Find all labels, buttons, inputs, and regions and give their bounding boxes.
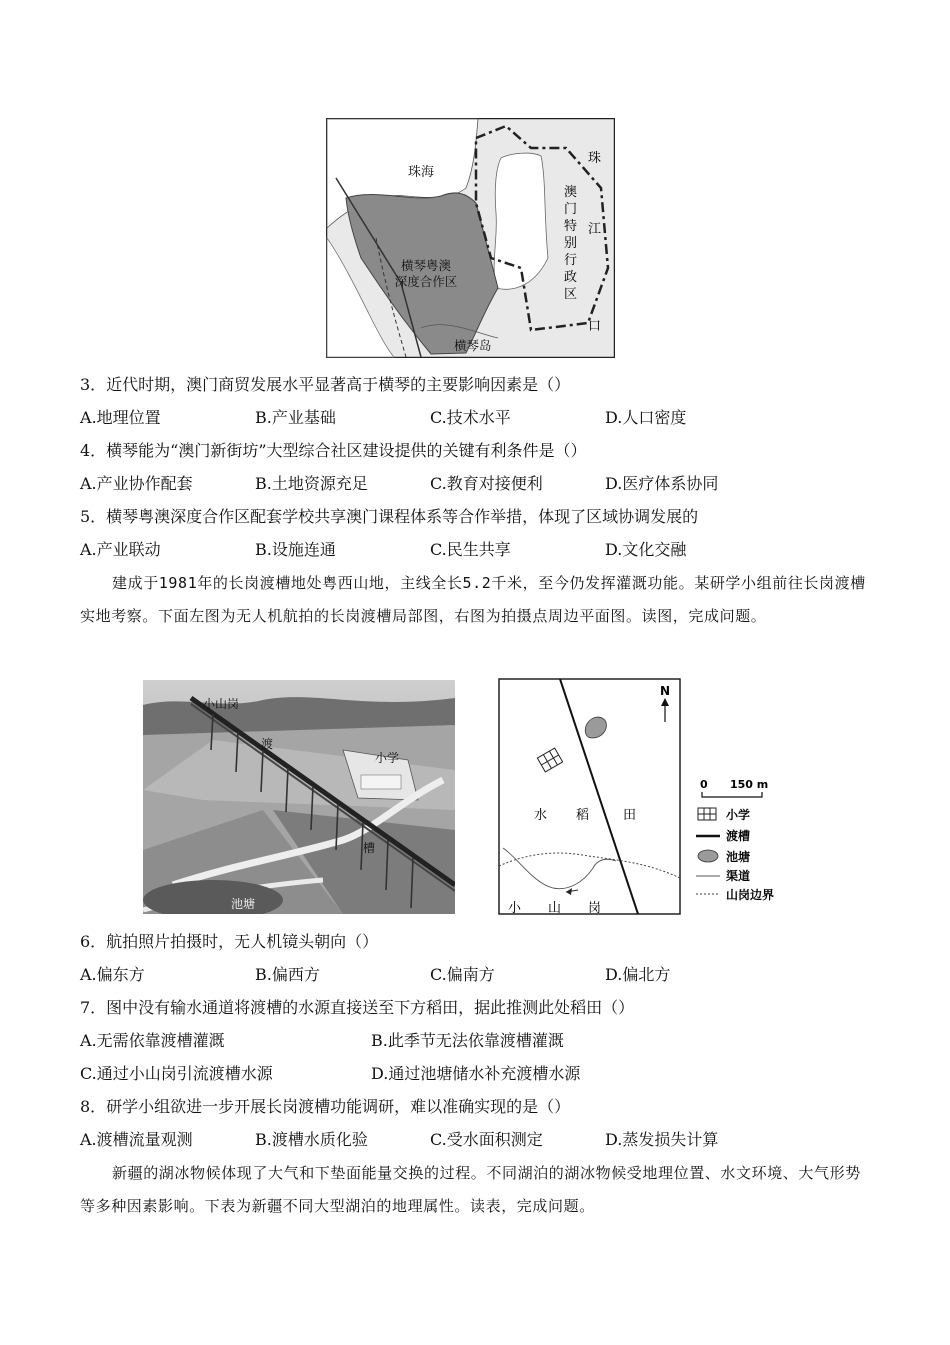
q8-option-c[interactable]: C.受水面积测定	[430, 1130, 543, 1149]
question-6: 6．航拍照片拍摄时，无人机镜头朝向（）	[80, 932, 379, 951]
svg-text:150 m: 150 m	[730, 778, 769, 791]
q5-option-a[interactable]: A.产业联动	[80, 540, 161, 559]
hengqin-map	[326, 118, 615, 358]
q8-option-b[interactable]: B.渡槽水质化验	[255, 1130, 368, 1149]
aerial-photo	[143, 680, 455, 914]
svg-text:区: 区	[564, 287, 578, 302]
svg-text:行: 行	[564, 253, 578, 268]
q5-option-b[interactable]: B.设施连通	[255, 540, 336, 559]
label-macau	[564, 185, 577, 302]
q4-option-c[interactable]: C.教育对接便利	[430, 474, 543, 493]
scale-bar	[700, 778, 768, 797]
field-char-1: 水	[534, 808, 548, 823]
label-island: 横琴岛	[454, 338, 492, 353]
question-5: 5．横琴粤澳深度合作区配套学校共享澳门课程体系等合作举措，体现了区域协调发展的	[80, 507, 699, 526]
svg-text:江: 江	[588, 222, 602, 237]
q7-option-b[interactable]: B.此季节无法依靠渡槽灌溉	[371, 1031, 564, 1050]
legend-canal: 渠道	[726, 869, 751, 883]
q3-option-a[interactable]: A.地理位置	[80, 408, 161, 427]
label-zone-line1: 横琴粤澳	[400, 258, 452, 273]
svg-text:口: 口	[588, 319, 602, 334]
question-4: 4．横琴能为“澳门新街坊”大型综合社区建设提供的关键有利条件是（）	[80, 441, 587, 460]
photo-label-school: 小学	[375, 751, 400, 765]
q7-option-c[interactable]: C.通过小山岗引流渡槽水源	[80, 1064, 273, 1083]
q4-option-d[interactable]: D.医疗体系协同	[605, 474, 719, 493]
svg-text:澳: 澳	[564, 185, 578, 200]
legend-aqueduct: 渡槽	[726, 829, 751, 843]
label-zone-line2: 深度合作区	[394, 274, 458, 289]
macau-land	[494, 153, 548, 289]
q5-option-c[interactable]: C.民生共享	[430, 540, 511, 559]
hill-char-3: 岗	[588, 901, 602, 916]
legend-school: 小学	[726, 808, 751, 822]
field-char-3: 田	[623, 808, 637, 823]
photo-label-du: 渡	[261, 737, 274, 751]
q6-option-a[interactable]: A.偏东方	[80, 965, 145, 984]
legend	[696, 807, 774, 902]
q4-option-a[interactable]: A.产业协作配套	[80, 474, 193, 493]
hill-char-2: 山	[548, 901, 562, 916]
photo-label-hill: 小山岗	[203, 697, 240, 711]
legend-pond-icon	[698, 850, 718, 862]
q4-option-b[interactable]: B.土地资源充足	[255, 474, 368, 493]
q7-option-d[interactable]: D.通过池塘储水补充渡槽水源	[371, 1064, 581, 1083]
legend-pond: 池塘	[726, 850, 751, 864]
question-3: 3．近代时期，澳门商贸发展水平显著高于横琴的主要影响因素是（）	[80, 375, 571, 394]
passage-lake-ice: 新疆的湖冰物候体现了大气和下垫面能量交换的过程。不同湖泊的湖冰物候受地理位置、水文环境、大气形势等多种因素影响。下表为新疆不同大型湖泊的地理属性。读表，完成问题。	[80, 1164, 861, 1215]
legend-hill-boundary: 山岗边界	[726, 888, 775, 902]
hill-char-1: 小	[508, 901, 522, 916]
photo-label-pond: 池塘	[231, 897, 256, 911]
svg-text:门: 门	[564, 202, 578, 217]
q6-option-b[interactable]: B.偏西方	[255, 965, 320, 984]
q5-option-d[interactable]: D.文化交融	[605, 540, 687, 559]
passage-aqueduct: 建成于1981年的长岗渡槽地处粤西山地，主线全长5.2千米，至今仍发挥灌溉功能。某研学小组前往长岗渡槽实地考察。下面左图为无人机航拍的长岗渡槽局部图，右图为拍摄点周边平面图。读图，完成问题。	[80, 574, 866, 625]
photo-label-cao: 槽	[363, 841, 376, 855]
q6-option-c[interactable]: C.偏南方	[430, 965, 495, 984]
svg-text:别: 别	[564, 236, 578, 251]
plan-map	[498, 678, 798, 918]
q3-option-c[interactable]: C.技术水平	[430, 408, 511, 427]
svg-text:0: 0	[700, 778, 708, 791]
question-7: 7．图中没有输水通道将渡槽的水源直接送至下方稻田，据此推测此处稻田（）	[80, 998, 635, 1017]
question-8: 8．研学小组欲进一步开展长岗渡槽功能调研，难以准确实现的是（）	[80, 1097, 571, 1116]
q8-option-d[interactable]: D.蒸发损失计算	[605, 1130, 719, 1149]
q6-option-d[interactable]: D.偏北方	[605, 965, 671, 984]
legend-school-icon	[698, 808, 716, 820]
north-label: N	[659, 684, 671, 698]
label-zhuhai: 珠海	[408, 165, 435, 180]
svg-text:政: 政	[564, 270, 578, 285]
svg-text:特: 特	[564, 219, 578, 234]
q3-option-d[interactable]: D.人口密度	[605, 408, 687, 427]
q8-option-a[interactable]: A.渡槽流量观测	[80, 1130, 193, 1149]
field-char-2: 稻	[576, 808, 590, 823]
q7-option-a[interactable]: A.无需依靠渡槽灌溉	[80, 1031, 225, 1050]
svg-text:珠: 珠	[588, 151, 602, 166]
q3-option-b[interactable]: B.产业基础	[255, 408, 336, 427]
